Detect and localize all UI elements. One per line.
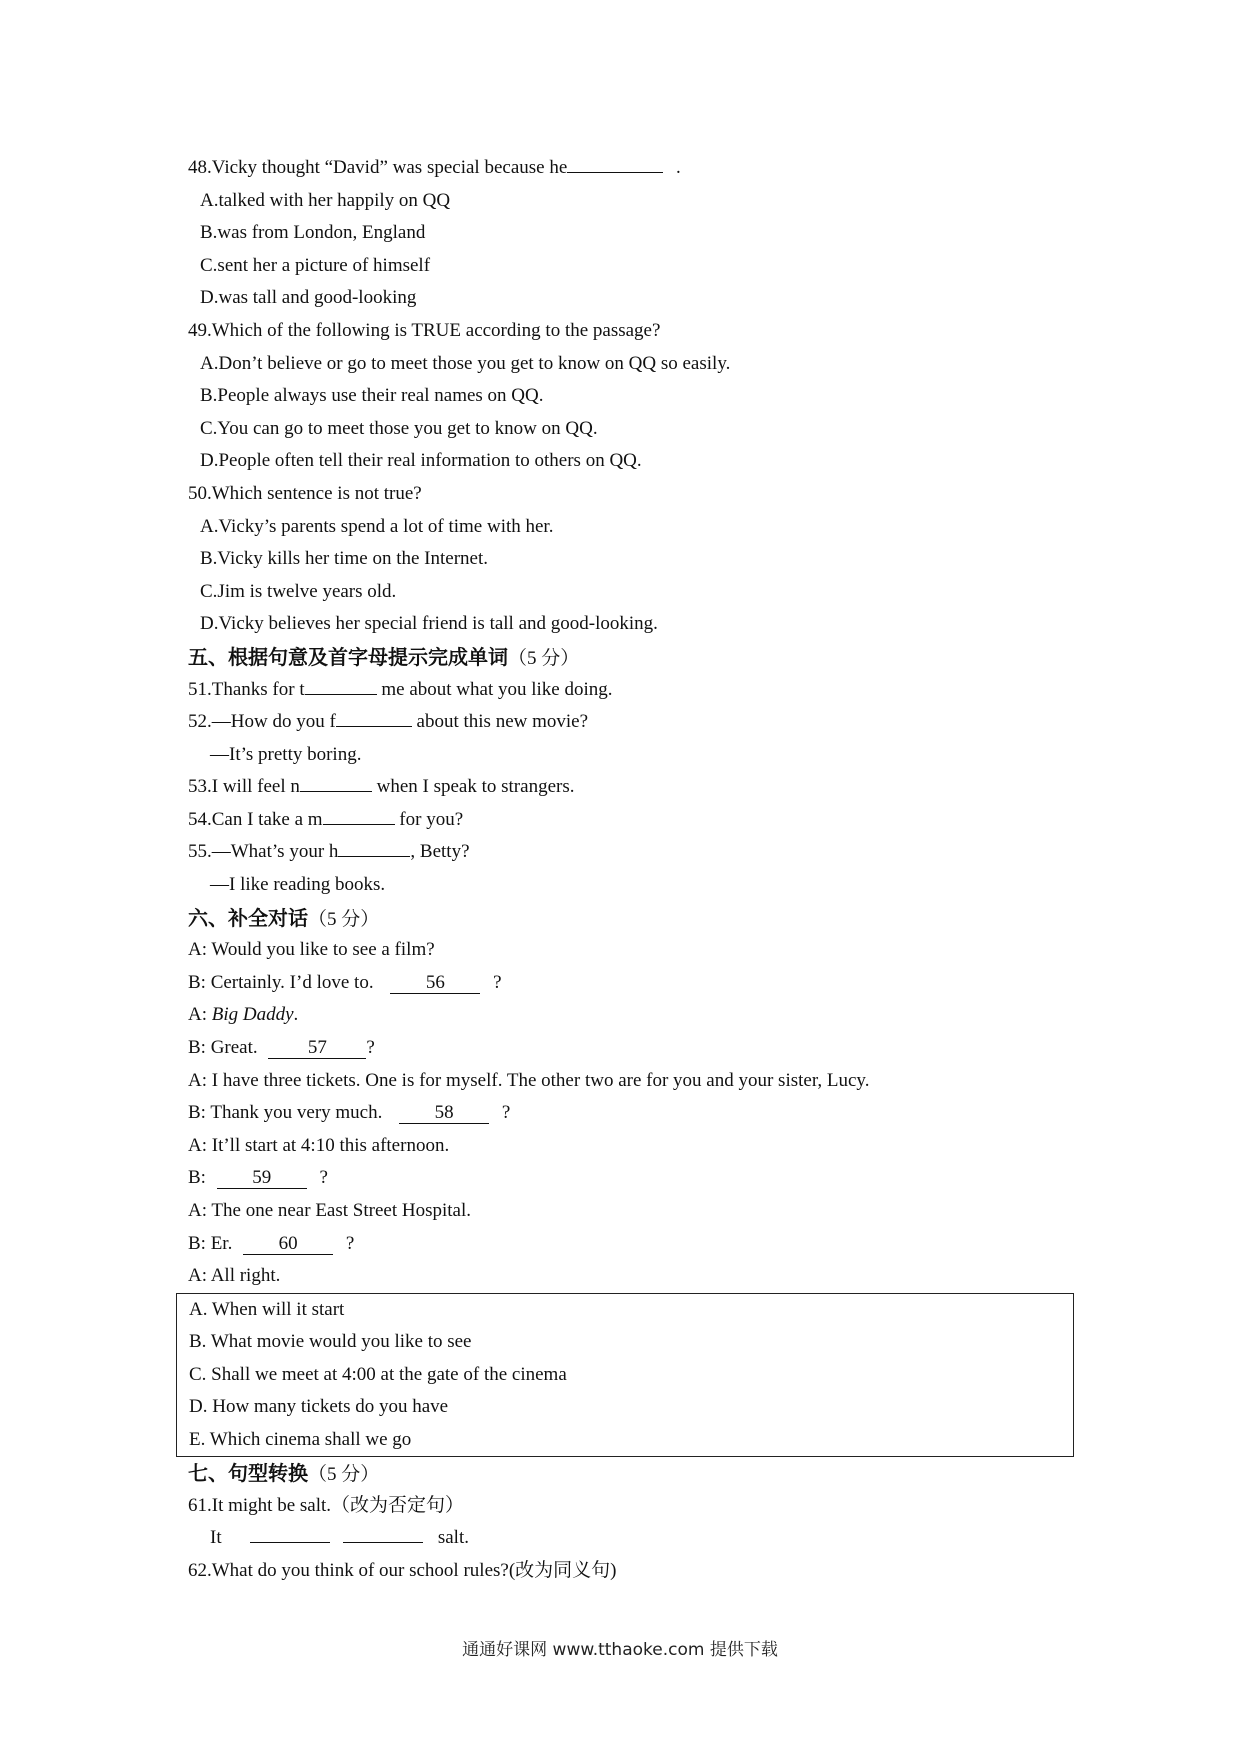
option: C.Jim is twelve years old. (200, 580, 397, 602)
question-54 (188, 804, 1088, 837)
option: B.was from London, England (200, 222, 426, 244)
option: A.Don’t believe or go to meet those you get to know on QQ so easily. (200, 352, 731, 374)
section-points: （5 分） (308, 1464, 380, 1486)
dialogue-text: B: Er. (188, 1232, 233, 1254)
dialogue-text: . (293, 1004, 299, 1026)
dialogue-line (188, 1162, 1088, 1195)
answer-blank[interactable] (323, 804, 395, 825)
answer-blank[interactable] (250, 1522, 330, 1543)
option: B.People always use their real names on QQ. (200, 385, 544, 407)
answer-text: salt. (437, 1527, 469, 1549)
question-61: 61.It might be salt.（改为否定句） (188, 1494, 465, 1516)
question-48 (188, 152, 1088, 185)
choice-item: B. What movie would you like to see (189, 1331, 472, 1353)
dialogue-text: A: (188, 1004, 212, 1026)
dialogue-line: A: The one near East Street Hospital. (188, 1200, 471, 1221)
dialogue-text: B: Great. (188, 1037, 258, 1059)
question-stem: 48.Vicky thought “David” was special because he (188, 157, 568, 178)
answer-blank[interactable] (338, 836, 410, 857)
dialogue-text: ? (366, 1037, 375, 1059)
section-7-heading (188, 1457, 1088, 1490)
answer-blank[interactable] (567, 152, 663, 173)
choice-item: E. Which cinema shall we go (189, 1428, 412, 1450)
movie-title: Big Daddy (211, 1004, 294, 1026)
dialogue-text: ? (501, 1102, 511, 1124)
answer-text: It (210, 1527, 222, 1549)
question-62: 62.What do you think of our school rules?(改为同义句) (188, 1560, 617, 1582)
choice-item: D. How many tickets do you have (189, 1396, 449, 1418)
dialogue-line (188, 999, 1088, 1032)
dialogue-line (188, 967, 1088, 1000)
answer-blank[interactable] (336, 706, 412, 727)
section-points: （5 分） (508, 647, 580, 669)
question-text: me about what you like doing. (376, 678, 613, 700)
exam-page (188, 152, 1088, 1588)
question-text: for you? (394, 808, 464, 830)
question-text: 54.Can I take a m (188, 808, 323, 830)
section-5-heading (188, 641, 1088, 674)
question-52 (188, 706, 1088, 739)
question-50: 50.Which sentence is not true? (188, 482, 422, 504)
dialogue-line (188, 1032, 1088, 1065)
option: C.You can go to meet those you get to know on QQ. (200, 417, 598, 439)
section-points: （5 分） (308, 908, 380, 930)
dialogue-line: A: I have three tickets. One is for myself. The other two are for you and your sister, Lucy. (188, 1069, 870, 1091)
question-text: , Betty? (410, 841, 470, 863)
question-text: when I speak to strangers. (371, 776, 575, 798)
option: B.Vicky kills her time on the Internet. (200, 548, 489, 570)
choice-item: A. When will it start (189, 1298, 345, 1320)
choice-item: C. Shall we meet at 4:00 at the gate of the cinema (189, 1363, 567, 1385)
dialogue-text: ? (493, 971, 502, 993)
option: D.People often tell their real information to others on QQ. (200, 450, 642, 472)
answer-blank[interactable] (305, 674, 377, 695)
dialogue-line (188, 1097, 1088, 1130)
section-6-heading (188, 902, 1088, 935)
question-text: 53.I will feel n (188, 776, 300, 798)
answer-blank[interactable] (300, 771, 372, 792)
option: A.Vicky’s parents spend a lot of time with her. (200, 515, 554, 537)
answer-blank-57[interactable]: 57 (268, 1038, 366, 1059)
dialogue-line (188, 1228, 1088, 1261)
question-61-answer (188, 1522, 1088, 1555)
question-text: 51.Thanks for t (188, 678, 305, 700)
choice-box (176, 1293, 1074, 1458)
section-title: 五、根据句意及首字母提示完成单词 (188, 644, 508, 669)
page-footer: 通通好课网 www.tthaoke.com 提供下载 (462, 1640, 778, 1660)
option: D.was tall and good-looking (200, 287, 417, 309)
answer-blank[interactable] (343, 1522, 423, 1543)
section-title: 六、补全对话 (188, 905, 308, 930)
dialogue-line: A: Would you like to see a film? (188, 939, 435, 961)
dialogue-line: A: It’ll start at 4:10 this afternoon. (188, 1134, 450, 1156)
question-51 (188, 674, 1088, 707)
dialogue-text: B: Thank you very much. (188, 1102, 383, 1124)
question-text: about this new movie? (411, 711, 589, 733)
dialogue-text: ? (319, 1167, 328, 1189)
dialogue-line: A: All right. (188, 1265, 281, 1287)
dialogue-text: B: (188, 1167, 206, 1189)
reply-52: —It’s pretty boring. (210, 743, 362, 765)
question-53 (188, 771, 1088, 804)
stem-end: . (676, 157, 681, 178)
question-55 (188, 836, 1088, 869)
option: C.sent her a picture of himself (200, 254, 431, 276)
reply-55: —I like reading books. (210, 874, 386, 896)
question-text: 55.—What’s your h (188, 841, 339, 863)
option: A.talked with her happily on QQ (200, 189, 451, 211)
question-text: 52.—How do you f (188, 711, 336, 733)
answer-blank-56[interactable]: 56 (390, 973, 480, 994)
dialogue-text: B: Certainly. I’d love to. (188, 971, 374, 993)
answer-blank-58[interactable]: 58 (399, 1103, 489, 1124)
question-49: 49.Which of the following is TRUE according to the passage? (188, 319, 661, 341)
answer-blank-59[interactable]: 59 (217, 1168, 307, 1189)
answer-blank-60[interactable]: 60 (243, 1234, 333, 1255)
option: D.Vicky believes her special friend is tall and good-looking. (200, 613, 658, 635)
dialogue-text: ? (345, 1232, 355, 1254)
section-title: 七、句型转换 (188, 1461, 308, 1486)
